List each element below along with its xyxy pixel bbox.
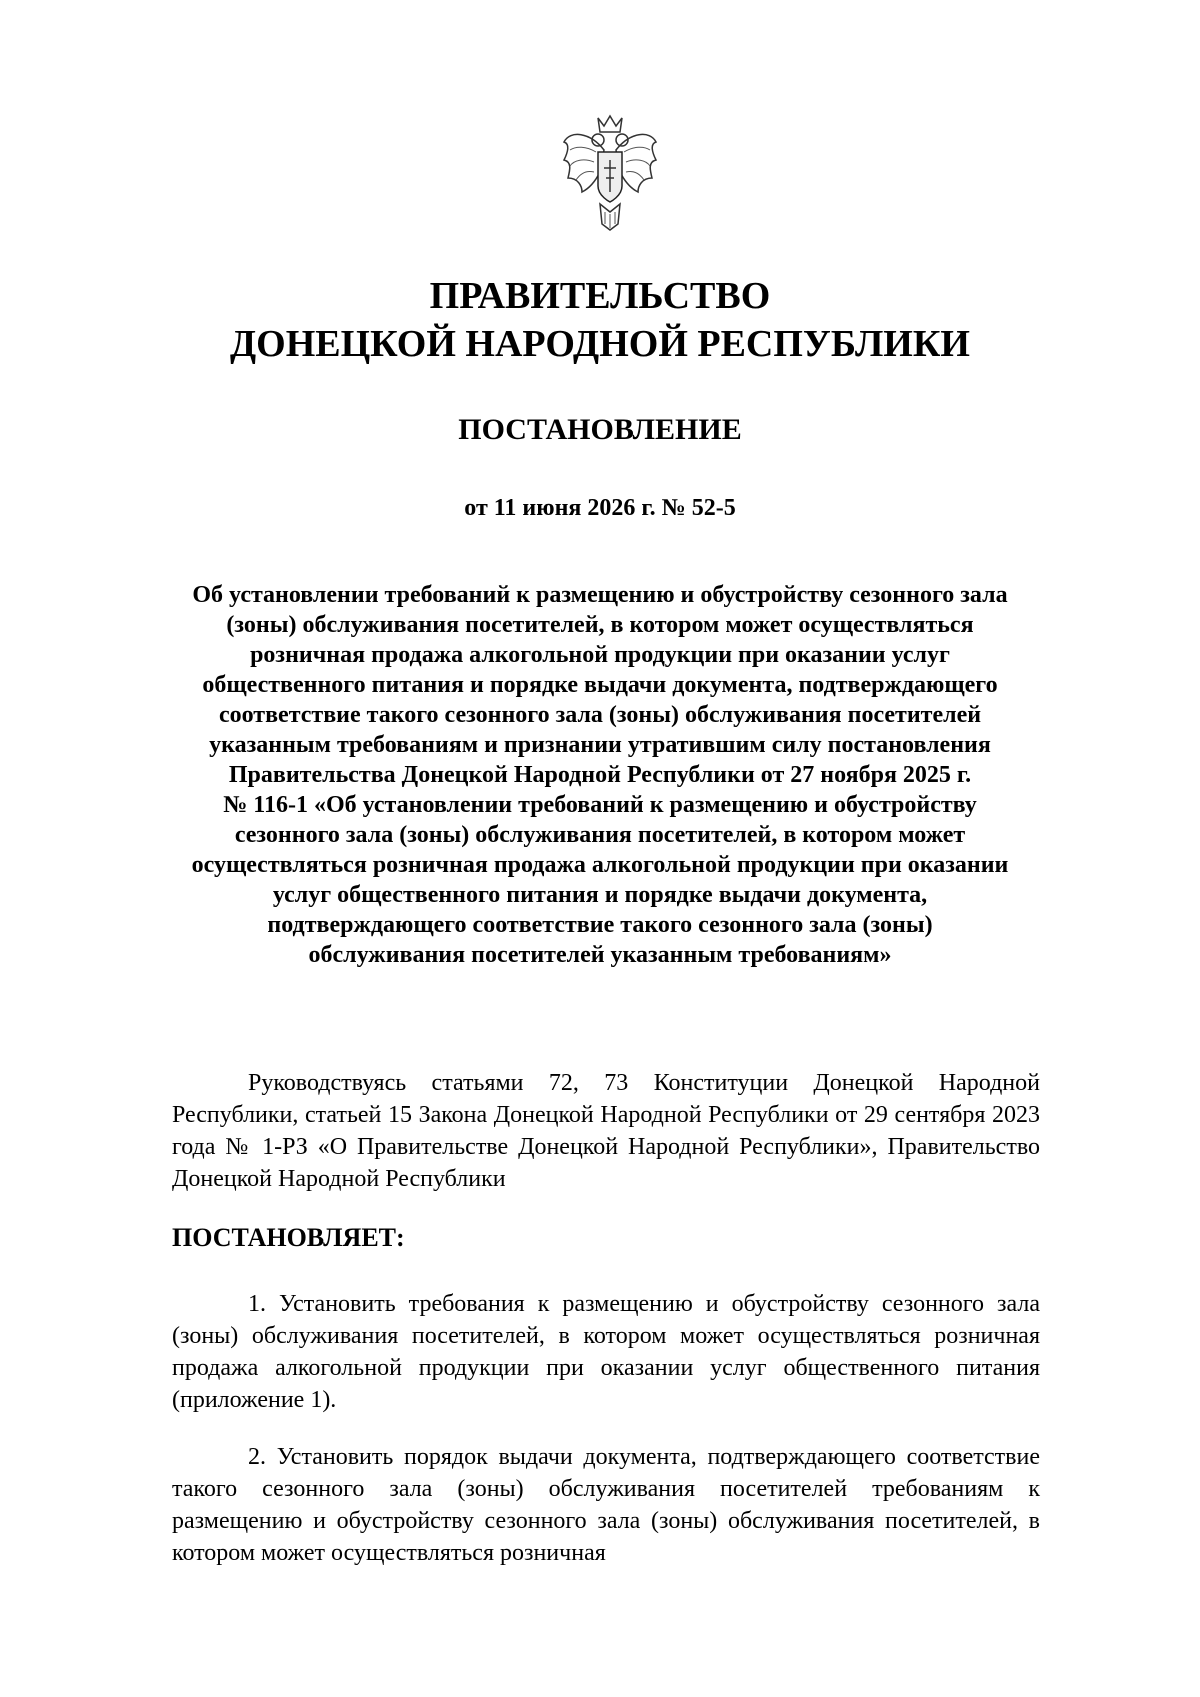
subject-line: указанным требованиям и признании утратившим силу постановления [209, 732, 991, 758]
subject-line: розничная продажа алкогольной продукции при оказании услуг [250, 642, 950, 668]
subject-line: общественного питания и порядке выдачи документа, подтверждающего [202, 672, 998, 698]
document-date-number: от 11 июня 2026 г. № 52-5 [464, 495, 736, 521]
subject-line: сезонного зала (зоны) обслуживания посетителей, в котором может [234, 822, 966, 848]
preamble-paragraph: Руководствуясь статьями 72, 73 Конституции Донецкой Народной Республики, статьей 15 Закона Донецкой Народной Республики от 29 сентября 2023 года № 1-РЗ «О Правительстве Донецкой Народной Республики», Правительство Донецкой Народной Республики [172, 1070, 1040, 1192]
subject-line: № 116-1 «Об установлении требований к размещению и обустройству [223, 792, 977, 818]
subject-line: осуществляться розничная продажа алкогольной продукции при оказании [191, 852, 1009, 878]
subject-line: (зоны) обслуживания посетителей, в котором может осуществляться [226, 612, 974, 638]
organization-title-line2: ДОНЕЦКОЙ НАРОДНОЙ РЕСПУБЛИКИ [230, 323, 970, 365]
subject-line: подтверждающего соответствие такого сезонного зала (зоны) [267, 912, 933, 938]
subject-line: обслуживания посетителей указанным требованиям» [308, 942, 892, 968]
subject-line: Правительства Донецкой Народной Республики от 27 ноября 2025 г. [228, 762, 972, 788]
subject-line: Об установлении требований к размещению и обустройству сезонного зала [192, 582, 1008, 608]
document-subject [170, 580, 1030, 970]
document-type: ПОСТАНОВЛЕНИЕ [458, 413, 742, 446]
clause-1: 1. Установить требования к размещению и обустройству сезонного зала (зоны) обслуживания посетителей, в котором может осуществляться розничная продажа алкогольной продукции при оказании услуг общественного питания (приложение 1). [172, 1291, 1040, 1413]
decree-heading: ПОСТАНОВЛЯЕТ: [172, 1223, 405, 1252]
clause-2: 2. Установить порядок выдачи документа, подтверждающего соответствие такого сезонного зала (зоны) обслуживания посетителей требованиям к размещению и обустройству сезонного зала (зоны) обслуживания посетителей, в котором может осуществляться розничная [172, 1444, 1040, 1566]
subject-line: услуг общественного питания и порядке выдачи документа, [272, 882, 928, 908]
subject-line: соответствие такого сезонного зала (зоны) обслуживания посетителей [218, 702, 982, 728]
dpr-coat-of-arms-icon [560, 112, 660, 242]
organization-title-line1: ПРАВИТЕЛЬСТВО [429, 275, 771, 317]
